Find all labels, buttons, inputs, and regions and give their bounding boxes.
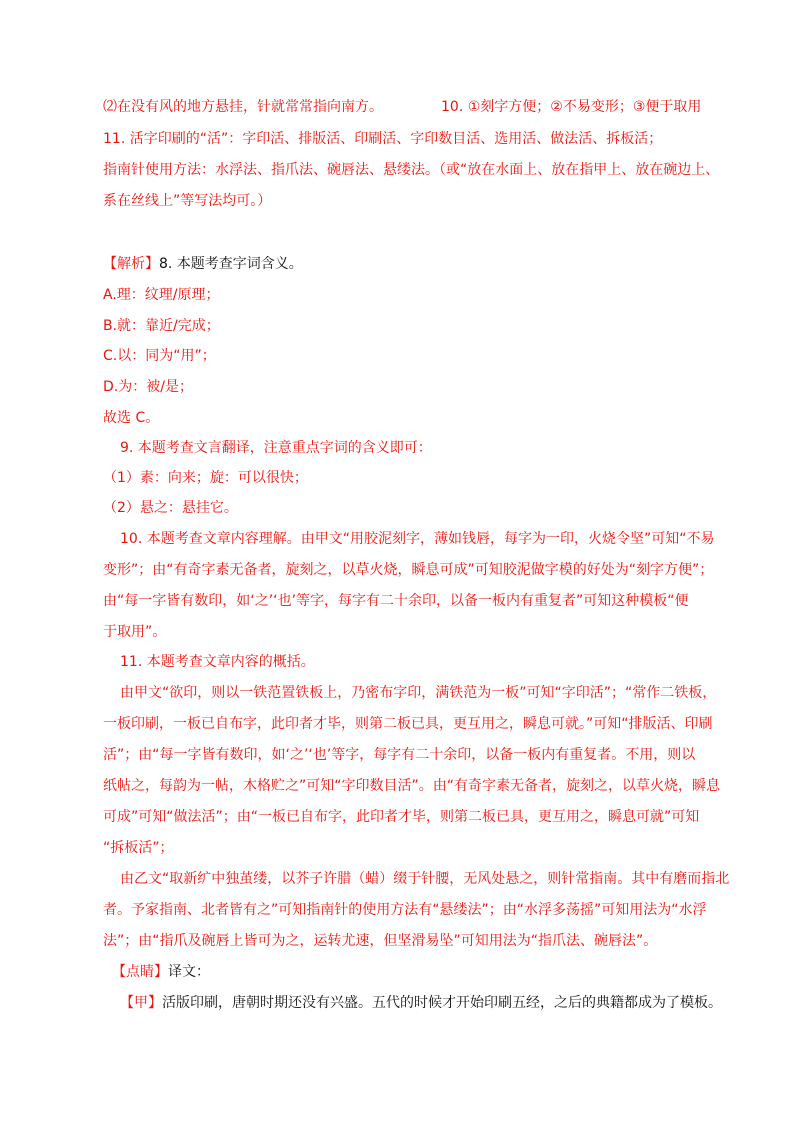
answer-compass-line1: 指南针使用方法：水浮法、指爪法、碗唇法、悬缕法。（或“放在水面上、放在指甲上、放在碗边上、 — [103, 162, 720, 178]
answer-q10: 10. ①刻字方便；②不易变形；③便于取用 — [441, 99, 702, 115]
analysis-q11-para2-line: 法”；由“指爪及碗唇上皆可为之，运转尤速，但坚滑易坠”可知用法为“指爪法、碗唇法”。 — [103, 933, 658, 949]
analysis-q9-item2: （2）悬之：悬挂它。 — [103, 500, 238, 516]
analysis-q11-para1-line: 由甲文“欲印，则以一铁范置铁板上，乃密布字印，满铁范为一板”可知“字印活”；“常作二铁板， — [120, 685, 717, 701]
answer-q11: 11. 活字印刷的“活”：字印活、排版活、印刷活、字印数目活、选用活、做法活、拆板活； — [103, 131, 663, 147]
analysis-q11-para1-line: 可成”可知“做法活”；由“一板已自布字，此印者才毕，则第二板已具，更互用之，瞬息可就”可知 — [103, 809, 700, 825]
analysis-q8-option-a: A.理：纹理/原理； — [103, 287, 220, 303]
commentary-label: 译文： — [168, 964, 210, 980]
analysis-q11-para1-line: 纸帖之，每韵为一帖，木格贮之”可知“字印数目活”。由“有奇字素无备者，旋刻之，以草火烧，瞬息 — [103, 778, 721, 794]
analysis-q11-para1-line: 一板印刷，一板已自布字，此印者才毕，则第二板已具，更互用之，瞬息可就。”可知“排版活、印刷 — [103, 716, 713, 732]
analysis-q10-line: 10. 本题考查文章内容理解。由甲文“用胶泥刻字，薄如钱唇，每字为一印，火烧令坚”可知“不易 — [120, 531, 715, 547]
analysis-header — [103, 254, 303, 274]
analysis-q9-intro: 9. 本题考查文言翻译，注意重点字词的含义即可： — [120, 440, 432, 456]
analysis-q10-line: 于取用”。 — [103, 624, 167, 640]
answer-compass-line2: 系在丝线上”等写法均可。） — [103, 193, 272, 209]
translation-jia-text: 活版印刷，唐朝时期还没有兴盛。五代的时候才开始印刷五经，之后的典籍都成为了模板。 — [162, 995, 722, 1011]
translation-jia — [120, 993, 722, 1013]
analysis-q8-option-d: D.为：被/是； — [103, 379, 193, 395]
analysis-q8-choice: 故选 C。 — [103, 410, 160, 426]
analysis-q10-line: 变形”；由“有奇字素无备者，旋刻之，以草火烧，瞬息可成”可知胶泥做字模的好处为“刻字方便”； — [103, 562, 714, 578]
analysis-q8-option-c: C.以：同为“用”； — [103, 348, 216, 364]
commentary-tag: 【点睛】 — [112, 964, 168, 980]
commentary-header — [112, 962, 210, 982]
analysis-q11-para1-line: “拆板活”； — [103, 840, 174, 856]
translation-jia-tag: 【甲】 — [120, 995, 162, 1011]
analysis-q11-para2-line: 由乙文“取新纩中独茧缕，以芥子许腊（蜡）缀于针腰，无风处悬之，则针常指南。其中有磨而指北 — [120, 871, 730, 887]
analysis-tag: 【解析】 — [103, 256, 159, 272]
analysis-q9-item1: （1）素：向来；旋：可以很快； — [103, 470, 308, 486]
answer-q7-item2: ⑵在没有风的地方悬挂，针就常常指向南方。 — [103, 99, 383, 115]
analysis-q11-para1-line: 活”；由“每一字皆有数印，如‘之’‘也’等字，每字有二十余印，以备一板内有重复者。不用，则以 — [103, 747, 696, 763]
analysis-q11-intro: 11. 本题考查文章内容的概括。 — [120, 654, 315, 670]
analysis-q8-intro: 8. 本题考查字词含义。 — [159, 256, 303, 272]
analysis-q10-line: 由“每一字皆有数印，如‘之’‘也’等字，每字有二十余印，以备一板内有重复者”可知这种模板“便 — [103, 593, 689, 609]
analysis-q8-option-b: B.就：靠近/完成； — [103, 318, 220, 334]
analysis-q11-para2-line: 者。予家指南、北者皆有之”可知指南针的使用方法有“悬缕法”；由“水浮多荡摇”可知用法为“水浮 — [103, 902, 707, 918]
